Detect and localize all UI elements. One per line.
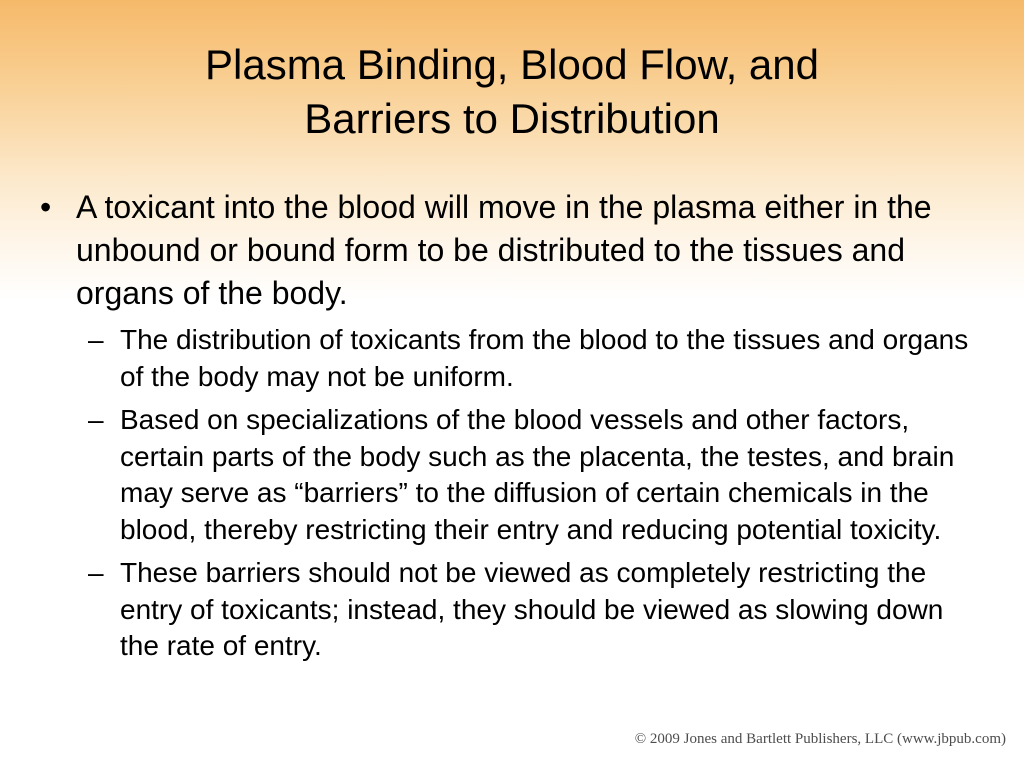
dash-marker: – [88,324,104,355]
sub-bullet-list [0,322,1024,665]
sub-bullet-text: The distribution of toxicants from the blood to the tissues and organs of the body may not be uniform. [120,324,969,392]
slide-title [0,38,1024,146]
dash-marker: – [88,557,104,588]
sub-bullet-text: Based on specializations of the blood vessels and other factors, certain parts of the body such as the placenta, the testes, and brain may serve as “barriers” to the diffusion of certain chemicals in the blood, thereby restricting their entry and reducing potential toxicity. [120,404,955,545]
slide-body [0,186,1024,672]
slide-title-line-1: Plasma Binding, Blood Flow, and [204,41,820,88]
sub-bullet [0,322,980,395]
sub-bullet [0,555,980,665]
copyright-notice: © 2009 Jones and Bartlett Publishers, LLC (www.jbpub.com) [634,731,1006,747]
dash-marker: – [88,404,104,435]
sub-bullet-text: These barriers should not be viewed as completely restricting the entry of toxicants; instead, they should be viewed as slowing down the rate of entry. [120,557,944,661]
bullet-marker: • [40,189,52,225]
sub-bullet [0,402,980,548]
main-bullet-text: A toxicant into the blood will move in the plasma either in the unbound or bound form to be distributed to the tissues and organs of the body. [76,189,932,311]
slide-title-line-2: Barriers to Distribution [304,95,720,142]
main-bullet [0,186,976,315]
